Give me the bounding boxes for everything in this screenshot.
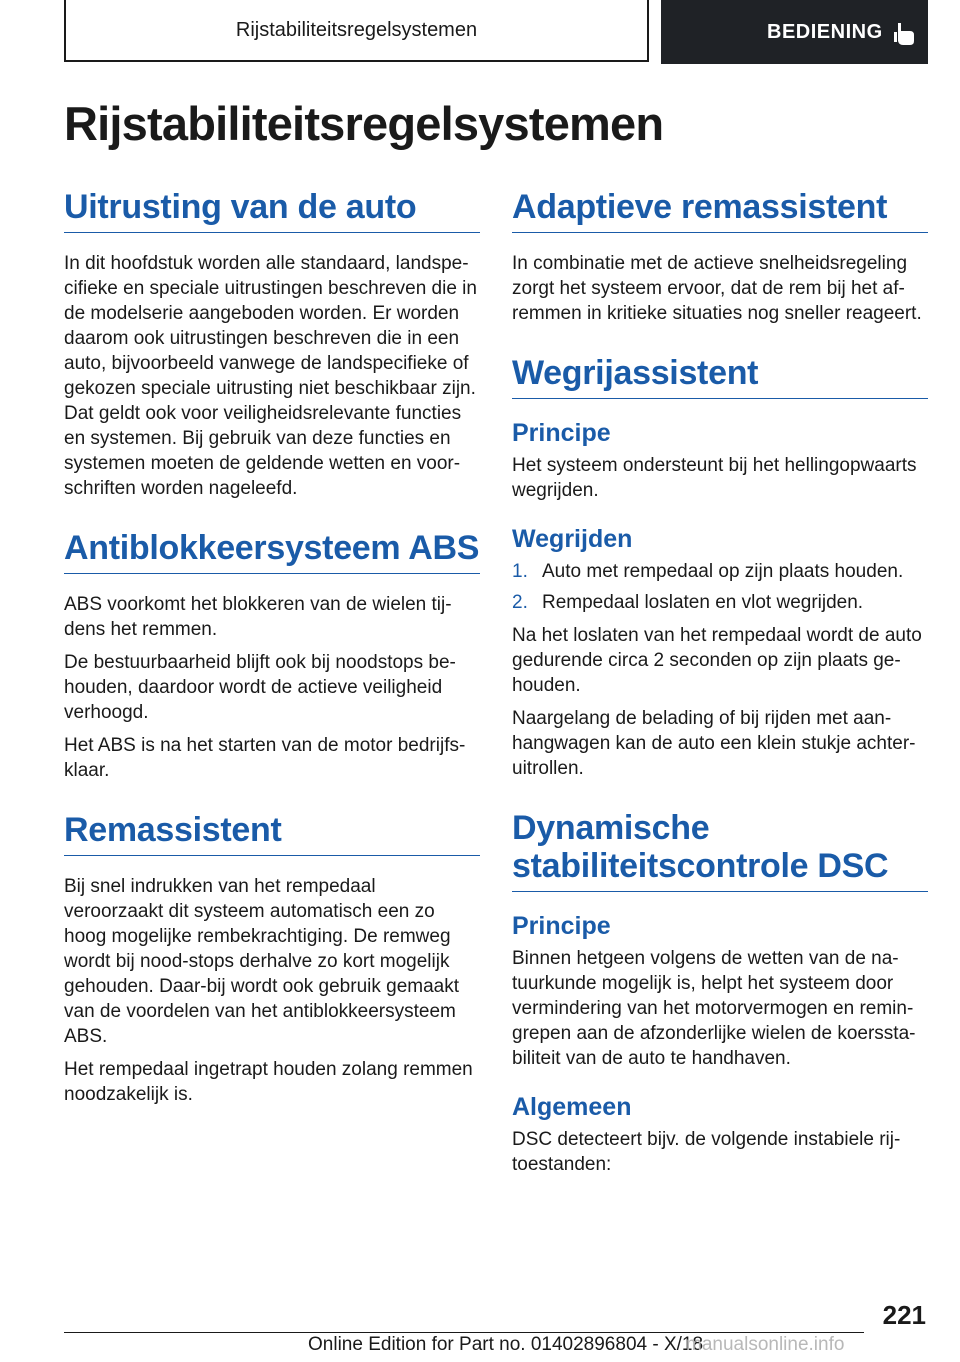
section-dsc: [512, 809, 928, 1177]
paragraph: Na het loslaten van het rempedaal wordt de auto gedurende circa 2 seconden op zijn plaats ge-houden.: [512, 625, 922, 696]
section-wegrijassistent: [512, 354, 928, 781]
paragraph: ABS voorkomt het blokkeren van de wielen tij-dens het remmen.: [64, 594, 452, 640]
steps-list: [512, 559, 928, 615]
header-chapter-tab: [661, 0, 928, 64]
section-remassistent: [64, 811, 480, 1107]
step-text: Rempedaal loslaten en vlot wegrijden.: [542, 592, 864, 613]
paragraph: In dit hoofdstuk worden alle standaard, landspe-cifieke en speciale uitrustingen beschreven die in de modelserie aangeboden worden. Er worden daarom ook uitrustingen beschreven die in een auto, bijvoorbeeld vanwege de landspecifieke of gekozen speciale uitrusting niet beschikbaar zijn. Dat geldt ook voor veiligheidsrelevante functies en systemen. Bij gebruik van deze functies en systemen moeten de geldende wetten en voor-schriften worden nageleefd.: [64, 253, 477, 499]
header-section-title: Rijstabiliteitsregelsystemen: [64, 0, 649, 62]
subsection-principe: [512, 417, 928, 503]
paragraph: Bij snel indrukken van het rempedaal veroorzaakt dit systeem automatisch een zo hoog mogelijke rembekrachtiging. De remweg wordt bij nood-stops derhalve zo kort mogelijk gehouden. Daar-bij wordt ook gebruik gemaakt van de voordelen van het antiblokkeersysteem ABS.: [64, 876, 460, 1047]
section-adaptieve-remassistent: [512, 188, 928, 326]
footer-edition: Online Edition for Part no. 01402896804 - X/18: [308, 1334, 704, 1355]
section-heading: Adaptieve remassistent: [512, 188, 928, 233]
section-heading: Antiblokkeersysteem ABS: [64, 529, 480, 574]
subsection-algemeen: [512, 1091, 928, 1177]
step-number: 2.: [512, 592, 528, 613]
section-heading: Wegrijassistent: [512, 354, 928, 399]
section-heading: Uitrusting van de auto: [64, 188, 480, 233]
header-chapter-label: BEDIENING: [767, 21, 883, 43]
section-uitrusting: [64, 188, 480, 501]
subsection-heading: Algemeen: [512, 1093, 632, 1121]
step-text: Auto met rempedaal op zijn plaats houden.: [542, 561, 904, 582]
page-number: 221: [882, 1300, 926, 1330]
step-number: 1.: [512, 561, 528, 582]
section-abs: [64, 529, 480, 783]
section-heading: Remassistent: [64, 811, 480, 856]
paragraph: De bestuurbaarheid blijft ook bij noodstops be-houden, daardoor wordt de actieve veiligheid verhoogd.: [64, 652, 456, 723]
subsection-principe: [512, 910, 928, 1071]
page-title: Rijstabiliteitsregelsystemen: [64, 97, 664, 150]
list-item: [512, 590, 928, 615]
paragraph: Binnen hetgeen volgens de wetten van de na-tuurkunde mogelijk is, helpt het systeem door vermindering van het motorvermogen en remin-grepen aan de afzonderlijke wielen de koerssta-biliteit van de auto te handhaven.: [512, 948, 916, 1069]
section-heading: Dynamische stabiliteitscontrole DSC: [512, 809, 928, 892]
left-column: [64, 188, 480, 1135]
paragraph: In combinatie met de actieve snelheidsregeling zorgt het systeem ervoor, dat de rem bij het af-remmen in kritieke situaties nog sneller reageert.: [512, 253, 922, 324]
paragraph: Naargelang de belading of bij rijden met aan-hangwagen kan de auto een klein stukje achter-uitrollen.: [512, 708, 916, 779]
page-header: [64, 0, 928, 64]
footer-divider: [64, 1332, 864, 1333]
paragraph: Het ABS is na het starten van de motor bedrijfs-klaar.: [64, 735, 466, 781]
paragraph: Het rempedaal ingetrapt houden zolang remmen noodzakelijk is.: [64, 1059, 473, 1105]
subsection-heading: Principe: [512, 912, 611, 940]
subsection-heading: Wegrijden: [512, 525, 633, 553]
paragraph: DSC detecteert bijv. de volgende instabiele rij-toestanden:: [512, 1129, 901, 1175]
subsection-wegrijden: [512, 523, 928, 781]
watermark: manualsonline.info: [686, 1334, 845, 1355]
pointing-hand-icon: [893, 20, 919, 46]
subsection-heading: Principe: [512, 419, 611, 447]
right-column: [512, 188, 928, 1205]
list-item: [512, 559, 928, 584]
paragraph: Het systeem ondersteunt bij het hellingopwaarts wegrijden.: [512, 455, 917, 501]
